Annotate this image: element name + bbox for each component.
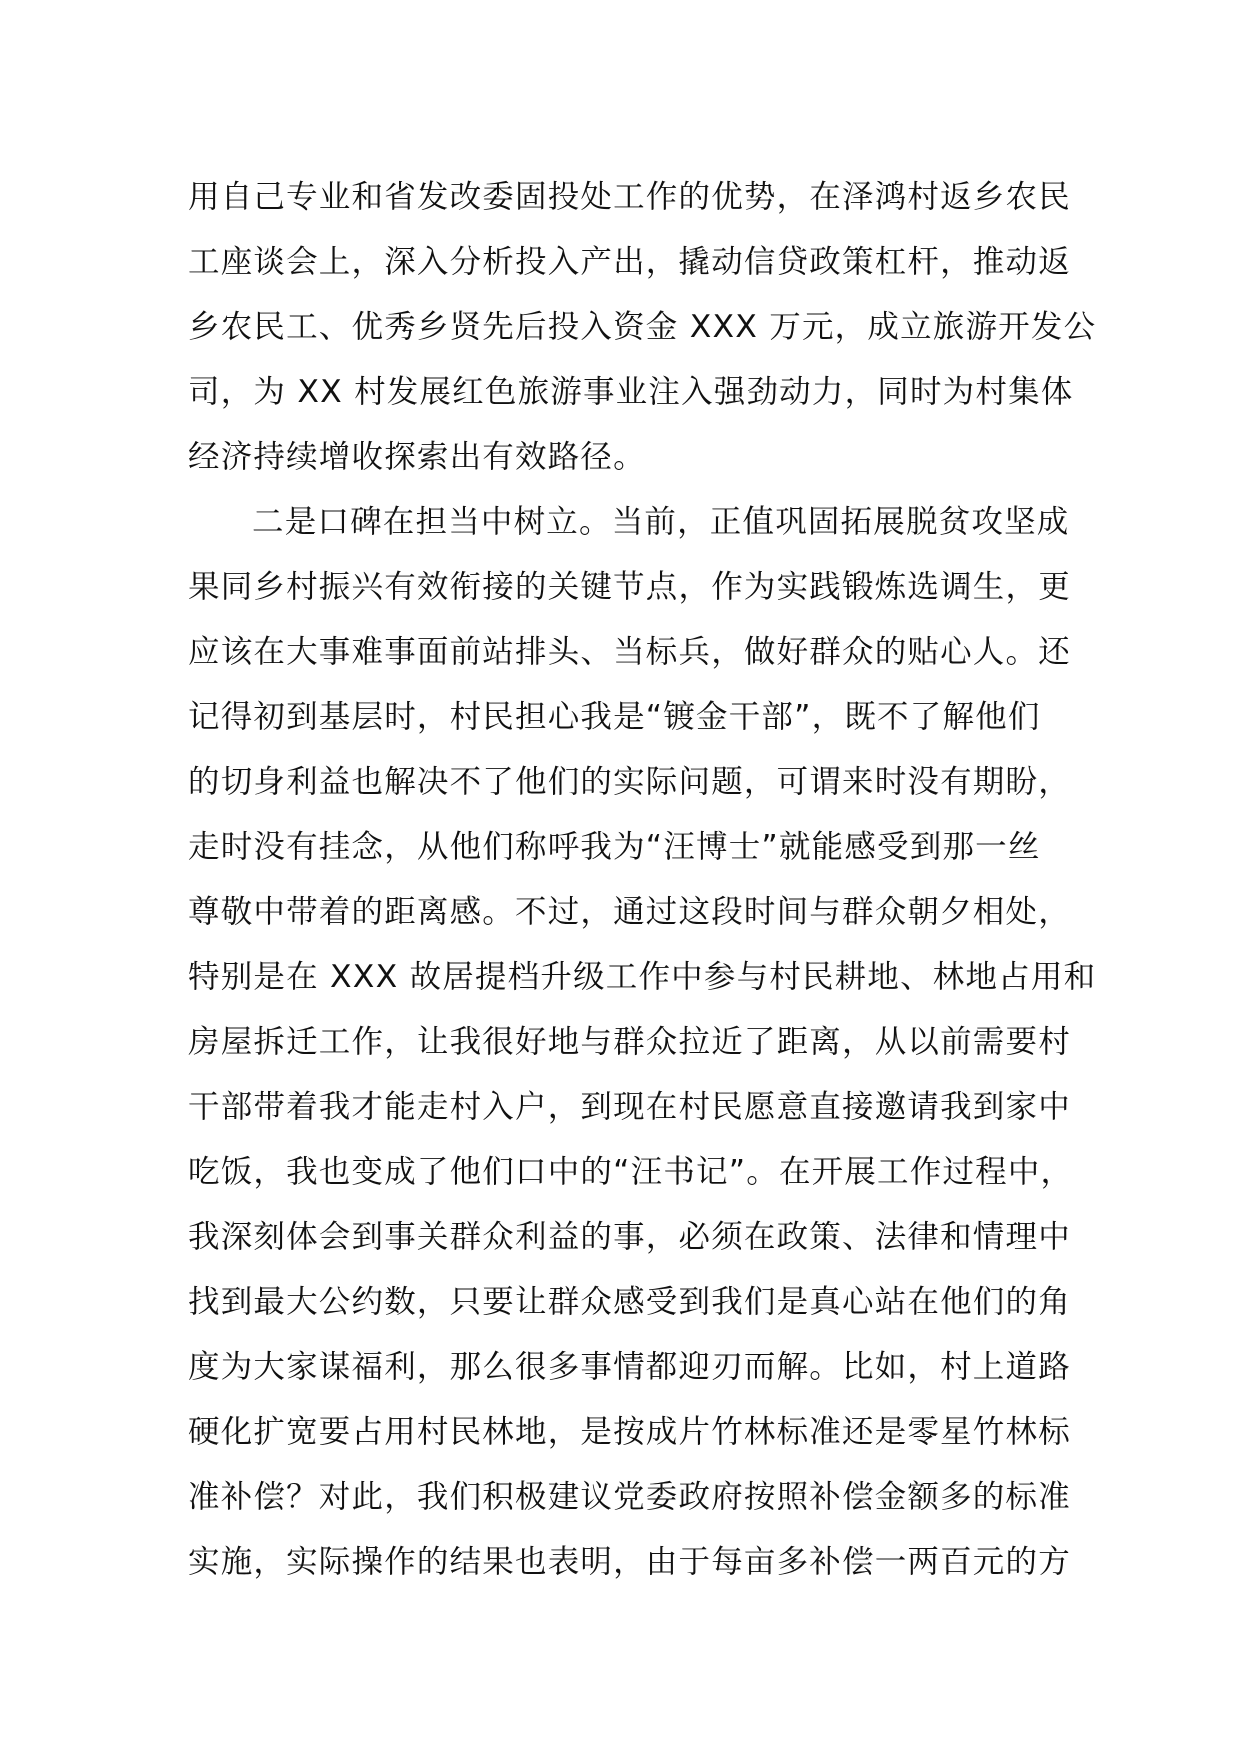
text-line: 吃饭，我也变成了他们口中的“汪书记”。在开展工作过程中， (188, 1154, 1074, 1190)
text-line: 记得初到基层时，村民担心我是“镀金干部”，既不了解他们 (188, 699, 1041, 735)
text-line: 我深刻体会到事关群众利益的事，必须在政策、法律和情理中 (188, 1219, 1071, 1255)
text-line: 司，为 XX 村发展红色旅游事业注入强劲动力，同时为村集体 (188, 374, 1074, 410)
text-line: 果同乡村振兴有效衔接的关键节点，作为实践锻炼选调生，更 (188, 569, 1071, 605)
text-line: 干部带着我才能走村入户，到现在村民愿意直接邀请我到家中 (188, 1089, 1071, 1125)
text-line: 准补偿？对此，我们积极建议党委政府按照补偿金额多的标准 (188, 1479, 1071, 1515)
text-line: 尊敬中带着的距离感。不过，通过这段时间与群众朝夕相处， (188, 894, 1071, 930)
text-line: 的切身利益也解决不了他们的实际问题，可谓来时没有期盼， (188, 764, 1071, 800)
text-line: 特别是在 XXX 故居提档升级工作中参与村民耕地、林地占用和 (188, 959, 1097, 995)
text-line: 用自己专业和省发改委固投处工作的优势，在泽鸿村返乡农民 (188, 179, 1071, 215)
body-text (188, 165, 1097, 1595)
text-line: 实施，实际操作的结果也表明，由于每亩多补偿一两百元的方 (188, 1544, 1071, 1580)
text-line: 走时没有挂念，从他们称呼我为“汪博士”就能感受到那一丝 (188, 829, 1041, 865)
text-line: 应该在大事难事面前站排头、当标兵，做好群众的贴心人。还 (188, 634, 1071, 670)
text-line: 硬化扩宽要占用村民林地，是按成片竹林标准还是零星竹林标 (188, 1414, 1071, 1450)
paragraph-start-line: 二是口碑在担当中树立。当前，正值巩固拓展脱贫攻坚成 (252, 504, 1070, 540)
text-line: 找到最大公约数，只要让群众感受到我们是真心站在他们的角 (188, 1284, 1071, 1320)
text-line: 乡农民工、优秀乡贤先后投入资金 XXX 万元，成立旅游开发公 (188, 309, 1097, 345)
text-line: 工座谈会上，深入分析投入产出，撬动信贷政策杠杆，推动返 (188, 244, 1071, 280)
text-line: 房屋拆迁工作，让我很好地与群众拉近了距离，从以前需要村 (188, 1024, 1071, 1060)
text-line: 度为大家谋福利，那么很多事情都迎刃而解。比如，村上道路 (188, 1349, 1071, 1385)
text-line: 经济持续增收探索出有效路径。 (188, 439, 646, 475)
